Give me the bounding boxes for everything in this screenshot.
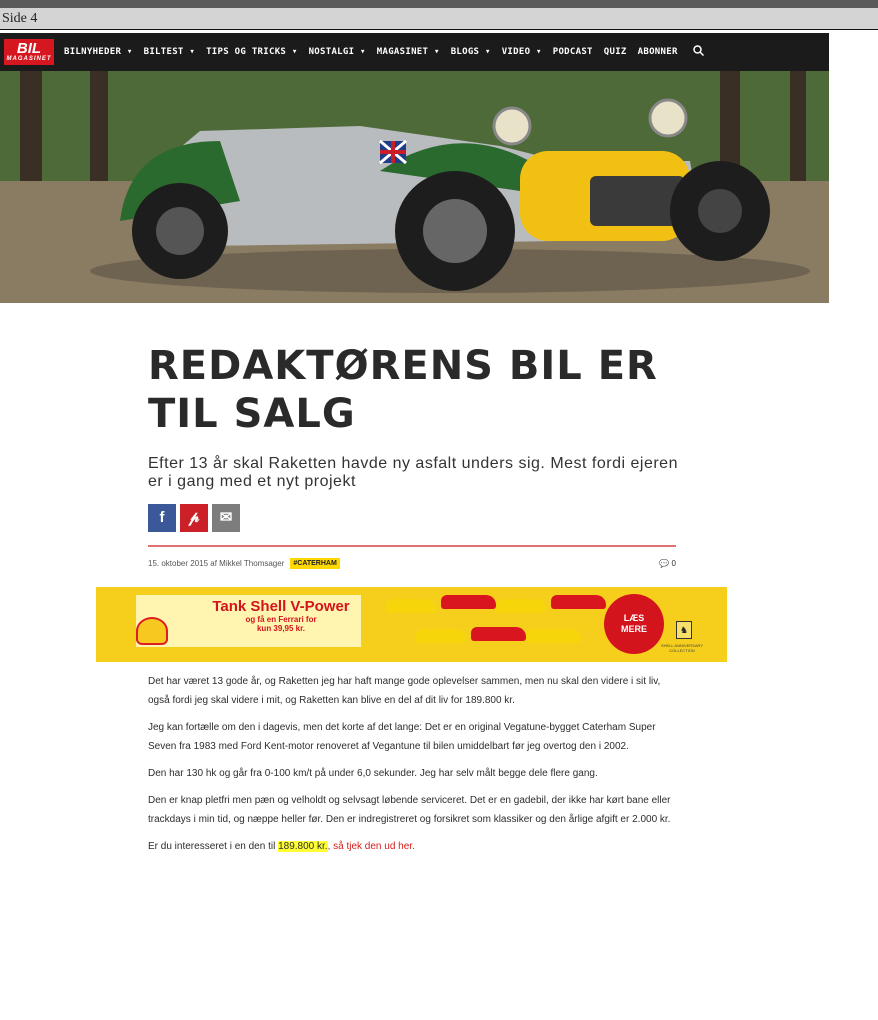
article-paragraph-3: Den har 130 hk og går fra 0-100 km/t på under 6,0 sekunder. Jeg har selv målt begge dele flere gang. — [148, 768, 598, 779]
article-paragraph-2: Jeg kan fortælle om den i dagevis, men det korte af det lange: Det er en original Vegatune-bygget Caterham Super Seven fra 1983 med Ford Kent-motor renoveret af Vegantune til bilen umiddelbart før jeg overtog den i 2002. — [148, 722, 656, 752]
tag-badge[interactable]: #CATERHAM — [290, 558, 339, 569]
article-paragraph-1: Det har været 13 gode år, og Raketten jeg har haft mange gode oplevelser sammen, men nu skal den videre i sit liv, også fordi jeg skal videre i mit, og Raketten kan blive en del af dit liv for 189.800 kr. — [148, 676, 661, 706]
ad-cta-line1: LÆS — [623, 613, 645, 623]
ad-subtext — [206, 615, 356, 633]
comment-icon: 💬 — [659, 558, 672, 568]
toy-car-7 — [526, 629, 581, 643]
nav-item-video[interactable]: VIDEO ▾ — [501, 47, 542, 57]
nav-item-nostalgi[interactable]: NOSTALGI ▾ — [308, 47, 366, 57]
ad-subtext-line2: kun 39,95 kr. — [256, 624, 306, 633]
advertisement-banner[interactable] — [96, 587, 727, 662]
site-logo[interactable] — [4, 39, 54, 65]
search-icon[interactable] — [693, 45, 704, 59]
nav-item-biltest[interactable]: BILTEST ▾ — [143, 47, 196, 57]
pinterest-share-button[interactable] — [180, 504, 208, 532]
toy-car-1 — [386, 599, 436, 613]
ad-cta-line2: MERE — [620, 624, 647, 634]
check-it-out-link[interactable]: , så tjek den ud her. — [327, 841, 415, 852]
toy-car-2 — [441, 595, 496, 609]
toy-car-5 — [416, 629, 466, 643]
toy-car-4 — [551, 595, 606, 609]
article-subtitle: Efter 13 år skal Raketten havde ny asfalt unders sig. Mest fordi ejeren er i gang med et nyt projekt — [148, 455, 678, 490]
comments-count-value: 0 — [671, 558, 676, 568]
comments-count[interactable] — [659, 559, 676, 568]
window-top-strip — [0, 0, 878, 8]
logo-sub-text: MAGASINET — [6, 55, 52, 62]
nav-item-podcast[interactable]: PODCAST — [552, 47, 593, 57]
para5-prefix: Er du interesseret i en den til — [148, 841, 279, 852]
toy-car-3 — [496, 599, 546, 613]
nav-item-tips-og-tricks[interactable]: TIPS OG TRICKS ▾ — [206, 47, 298, 57]
ad-partner-text: SHELL ANNIVERSARY COLLECTION — [660, 643, 704, 653]
page-label: Side 4 — [0, 8, 878, 30]
logo-main-text: BIL — [16, 39, 42, 57]
main-navigation — [0, 33, 829, 71]
toy-car-6 — [471, 627, 526, 641]
pinterest-icon: 𝓅 — [188, 509, 200, 526]
ferrari-logo-icon: ♞ — [676, 621, 692, 639]
share-buttons — [148, 504, 244, 532]
hero-car-illustration — [0, 71, 829, 303]
facebook-share-button[interactable] — [148, 504, 176, 532]
ad-subtext-line1: og få en Ferrari for — [245, 615, 317, 624]
nav-item-quiz[interactable]: QUIZ — [603, 47, 627, 57]
article-body — [148, 672, 676, 864]
nav-item-blogs[interactable]: BLOGS ▾ — [450, 47, 491, 57]
article-title: REDAKTØRENS BIL ER TIL SALG — [148, 343, 658, 437]
article-meta — [148, 556, 676, 570]
shell-logo-icon — [136, 617, 168, 645]
nav-items — [64, 47, 689, 57]
email-icon: ✉ — [219, 509, 233, 526]
nav-item-abonner[interactable]: ABONNER — [637, 47, 678, 57]
article-date-author: 15. oktober 2015 af Mikkel Thomsager — [148, 558, 285, 568]
highlighted-price: 189.800 kr. — [278, 841, 328, 852]
hero-image — [0, 71, 829, 303]
nav-item-magasinet[interactable]: MAGASINET ▾ — [376, 47, 440, 57]
ad-headline: Tank Shell V-Power — [212, 598, 350, 615]
divider-line — [148, 545, 676, 547]
article-paragraph-4: Den er knap pletfri men pæn og velholdt og selvsagt løbende serviceret. Det er en gadebil, der ikke har kørt bane eller trackdays i min tid, og næppe heller før. Den er indregistreret og forsikret som klassiker og den årlige afgift er 2.000 kr. — [148, 795, 671, 825]
nav-item-bilnyheder[interactable]: BILNYHEDER ▾ — [64, 47, 133, 57]
article-paragraph-5 — [148, 837, 676, 856]
email-share-button[interactable] — [212, 504, 240, 532]
facebook-icon: f — [159, 509, 165, 526]
